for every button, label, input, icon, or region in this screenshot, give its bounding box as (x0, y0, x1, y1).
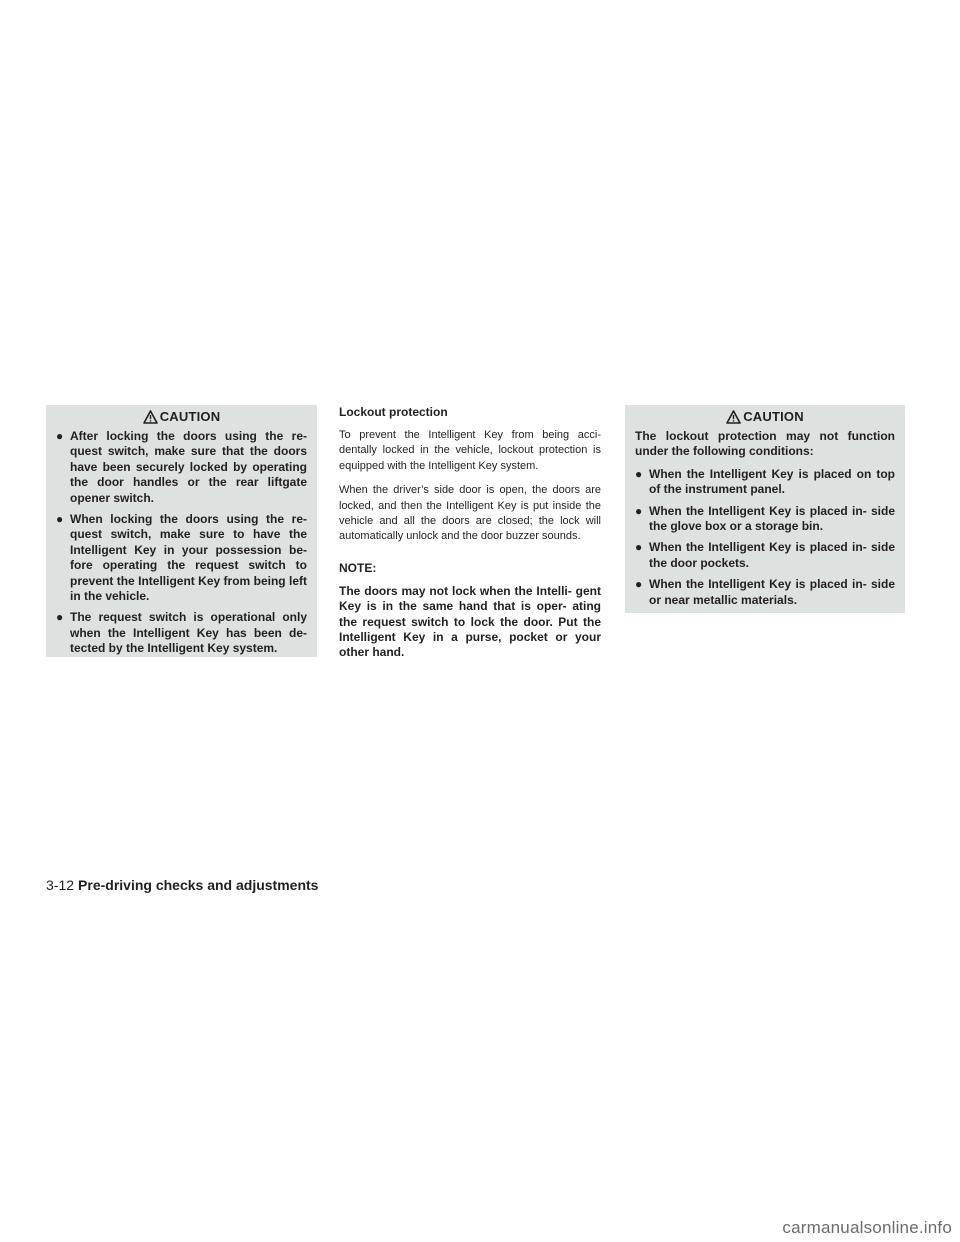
paragraph: When the driver’s side door is open, the doors are locked, and then the Intelligent Key is put inside the vehicle and all the doors are closed; the lock will automatically unlock and the door buzzer sounds. (339, 484, 601, 543)
page-number: 3-12 (46, 877, 75, 893)
bullet-dot-icon: ● (56, 512, 64, 527)
caution-box-lockout (625, 405, 905, 613)
caution-box-request-switch (46, 405, 317, 657)
page-footer (46, 877, 318, 893)
section-name: Pre-driving checks and adjustments (78, 877, 319, 893)
caution-bullet: ● When locking the doors using the re- quest switch, make sure to have the Intelligent Key in your possession be- fore operating the request switch to prevent the Intelligent Key from being left in the vehicle. (56, 512, 307, 604)
caution-bullet: ● When the Intelligent Key is placed in- side or near metallic materials. (635, 577, 895, 607)
caution-bullet: ● When the Intelligent Key is placed on top of the instrument panel. (635, 466, 895, 497)
section-subtitle: Lockout protection (339, 405, 448, 419)
bullet-dot-icon: ● (56, 429, 64, 443)
caution-bullet: ● When the Intelligent Key is placed in- side the glove box or a storage bin. (635, 503, 895, 534)
bullet-dot-icon: ● (635, 540, 643, 555)
lockout-protection-section (339, 405, 601, 661)
bullet-dot-icon: ● (635, 503, 643, 518)
watermark: carmanualsonline.info (782, 1218, 952, 1237)
caution-heading (635, 405, 895, 429)
note-title: NOTE: (339, 560, 377, 575)
caution-intro: The lockout protection may not function under the following conditions: (635, 429, 895, 459)
bullet-dot-icon: ● (56, 610, 64, 625)
caution-label: CAUTION (743, 409, 804, 424)
caution-label: CAUTION (159, 409, 221, 424)
caution-bullet: ● When the Intelligent Key is placed in- side the door pockets. (635, 540, 895, 570)
caution-bullet: ● After locking the doors using the re- quest switch, make sure that the doors have been securely locked by operating the door handles or the rear liftgate opener switch. (56, 429, 307, 505)
caution-bullet: ● The request switch is operational only when the Intelligent Key has been de- tected by the Intelligent Key system. (56, 610, 307, 656)
bullet-dot-icon: ● (635, 577, 643, 592)
note-body: The doors may not lock when the Intelli- gent Key is in the same hand that is oper- ating the request switch to lock the door. Put the Intelligent Key in a purse, pocket or your other hand. (339, 583, 601, 660)
bullet-dot-icon: ● (635, 466, 643, 481)
caution-heading (56, 405, 307, 429)
paragraph: To prevent the Intelligent Key from being acci- dentally locked in the vehicle, lockout protection is equipped with the Intelligent Key system. (339, 429, 601, 472)
